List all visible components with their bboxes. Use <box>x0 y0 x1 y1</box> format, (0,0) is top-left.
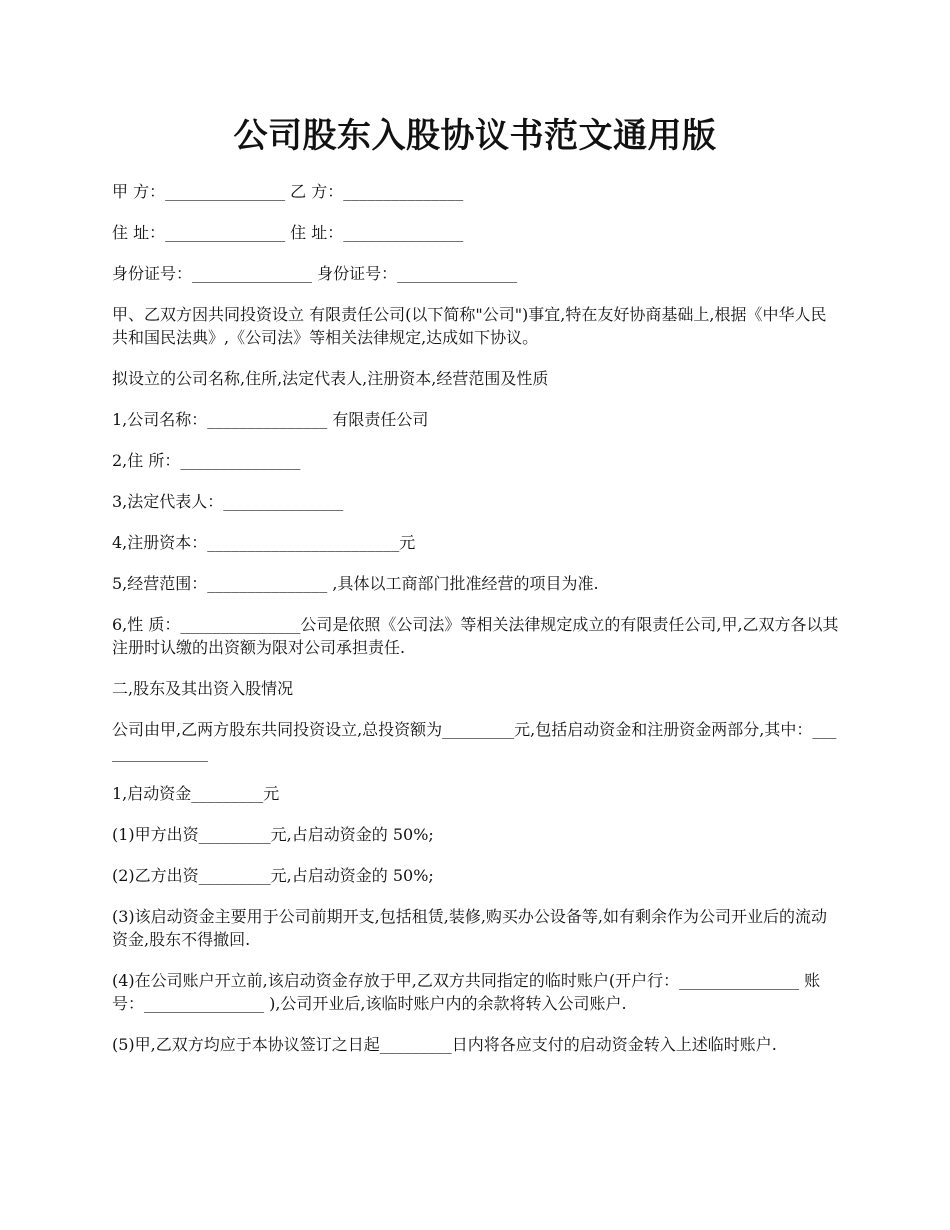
company-name-clause: 1,公司名称：_______________ 有限责任公司 <box>112 410 429 429</box>
party-names-line: 甲 方：_______________ 乙 方：_______________ <box>112 182 464 201</box>
startup-capital-usage-clause: (3)该启动资金主要用于公司前期开支,包括租赁,装修,购买办公设备等,如有剩余作为公司开业后的流动资金,股东不得撤回. <box>112 907 828 949</box>
transfer-deadline-clause: (5)甲,乙双方均应于本协议签订之日起_________日内将各应支付的启动资金转入上述临时账户. <box>112 1035 777 1054</box>
party-a-contribution-clause: (1)甲方出资_________元,占启动资金的 50%; <box>112 825 434 844</box>
party-b-contribution-clause: (2)乙方出资_________元,占启动资金的 50%; <box>112 866 434 885</box>
section-heading-shareholders: 二,股东及其出资入股情况 <box>112 679 294 698</box>
section-heading-company-info: 拟设立的公司名称,住所,法定代表人,注册资本,经营范围及性质 <box>112 369 549 388</box>
temporary-account-clause: (4)在公司账户开立前,该启动资金存放于甲,乙双方共同指定的临时账户(开户行：_______________ 账号：_______________ ),公司开业后,该临时账户内的余款将转入公司账户. <box>112 971 821 1013</box>
company-address-clause: 2,住 所：_______________ <box>112 451 301 470</box>
document-body <box>112 180 840 1074</box>
total-investment-paragraph: 公司由甲,乙两方股东共同投资设立,总投资额为_________元,包括启动资金和注册资金两部分,其中：_______________ <box>112 720 837 762</box>
registered-capital-clause: 4,注册资本：________________________元 <box>112 533 416 552</box>
party-address-line: 住 址：_______________ 住 址：_______________ <box>112 223 464 242</box>
startup-capital-clause: 1,启动资金_________元 <box>112 784 280 803</box>
preamble-paragraph: 甲、乙双方因共同投资设立 有限责任公司(以下简称"公司")事宜,特在友好协商基础上,根据《中华人民共和国民法典》,《公司法》等相关法律规定,达成如下协议。 <box>112 305 827 347</box>
document-title: 公司股东入股协议书范文通用版 <box>233 116 717 156</box>
legal-representative-clause: 3,法定代表人：_______________ <box>112 492 344 511</box>
business-scope-clause: 5,经营范围：_______________ ,具体以工商部门批准经营的项目为准. <box>112 574 599 593</box>
company-nature-clause: 6,性 质：_______________公司是依照《公司法》等相关法律规定成立的有限责任公司,甲,乙双方各以其注册时认缴的出资额为限对公司承担责任. <box>112 615 839 657</box>
party-id-line: 身份证号：_______________ 身份证号：_______________ <box>112 264 518 283</box>
